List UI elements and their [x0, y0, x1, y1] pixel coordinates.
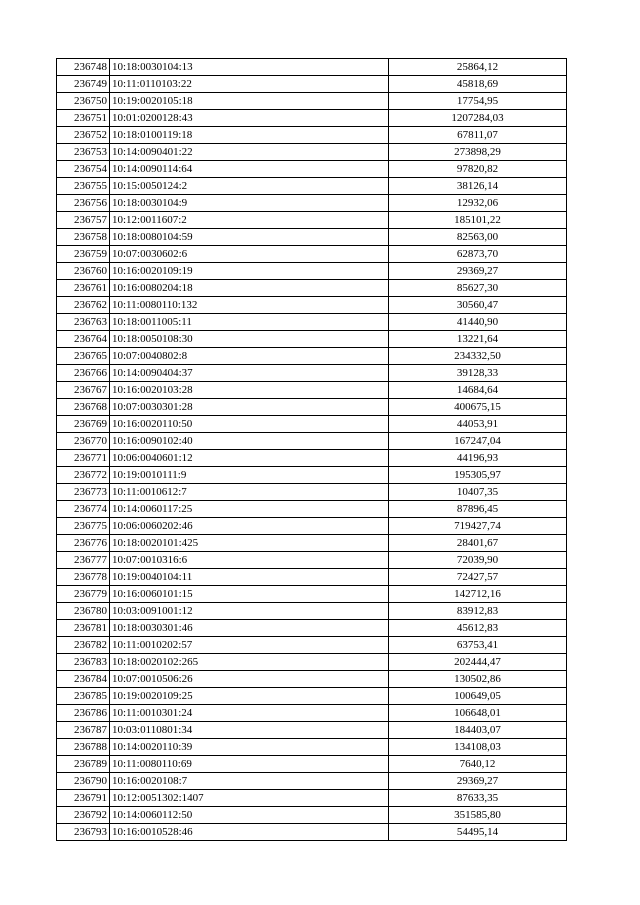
cadastral-code-cell: 10:14:0090404:37 [110, 365, 389, 382]
amount-cell: 167247,04 [389, 433, 567, 450]
cadastral-code-cell: 10:18:0030301:46 [110, 620, 389, 637]
amount-cell: 54495,14 [389, 824, 567, 841]
amount-cell: 29369,27 [389, 773, 567, 790]
table-row [57, 552, 567, 569]
amount-cell: 12932,06 [389, 195, 567, 212]
record-id-cell: 236763 [57, 314, 110, 331]
amount-cell: 63753,41 [389, 637, 567, 654]
table-row [57, 161, 567, 178]
amount-cell: 25864,12 [389, 59, 567, 76]
records-table-body [57, 59, 567, 841]
amount-cell: 87896,45 [389, 501, 567, 518]
record-id-cell: 236764 [57, 331, 110, 348]
amount-cell: 29369,27 [389, 263, 567, 280]
table-row [57, 93, 567, 110]
table-row [57, 484, 567, 501]
table-row [57, 654, 567, 671]
cadastral-code-cell: 10:03:0110801:34 [110, 722, 389, 739]
table-row [57, 433, 567, 450]
amount-cell: 72039,90 [389, 552, 567, 569]
cadastral-code-cell: 10:11:0080110:69 [110, 756, 389, 773]
record-id-cell: 236773 [57, 484, 110, 501]
table-row [57, 178, 567, 195]
amount-cell: 351585,80 [389, 807, 567, 824]
record-id-cell: 236789 [57, 756, 110, 773]
amount-cell: 67811,07 [389, 127, 567, 144]
record-id-cell: 236748 [57, 59, 110, 76]
table-row [57, 705, 567, 722]
records-table [56, 58, 567, 841]
table-row [57, 467, 567, 484]
amount-cell: 100649,05 [389, 688, 567, 705]
table-row [57, 348, 567, 365]
table-row [57, 586, 567, 603]
table-row [57, 212, 567, 229]
record-id-cell: 236775 [57, 518, 110, 535]
record-id-cell: 236767 [57, 382, 110, 399]
table-row [57, 382, 567, 399]
record-id-cell: 236778 [57, 569, 110, 586]
record-id-cell: 236757 [57, 212, 110, 229]
cadastral-code-cell: 10:18:0020101:425 [110, 535, 389, 552]
table-row [57, 671, 567, 688]
cadastral-code-cell: 10:11:0010612:7 [110, 484, 389, 501]
cadastral-code-cell: 10:07:0010316:6 [110, 552, 389, 569]
record-id-cell: 236765 [57, 348, 110, 365]
amount-cell: 45612,83 [389, 620, 567, 637]
table-row [57, 280, 567, 297]
record-id-cell: 236783 [57, 654, 110, 671]
cadastral-code-cell: 10:19:0020105:18 [110, 93, 389, 110]
amount-cell: 13221,64 [389, 331, 567, 348]
record-id-cell: 236750 [57, 93, 110, 110]
amount-cell: 28401,67 [389, 535, 567, 552]
cadastral-code-cell: 10:14:0090401:22 [110, 144, 389, 161]
cadastral-code-cell: 10:18:0080104:59 [110, 229, 389, 246]
table-row [57, 450, 567, 467]
table-row [57, 229, 567, 246]
cadastral-code-cell: 10:01:0200128:43 [110, 110, 389, 127]
amount-cell: 400675,15 [389, 399, 567, 416]
cadastral-code-cell: 10:18:0030104:13 [110, 59, 389, 76]
record-id-cell: 236777 [57, 552, 110, 569]
table-row [57, 297, 567, 314]
table-row [57, 399, 567, 416]
cadastral-code-cell: 10:14:0060112:50 [110, 807, 389, 824]
record-id-cell: 236787 [57, 722, 110, 739]
record-id-cell: 236758 [57, 229, 110, 246]
cadastral-code-cell: 10:12:0051302:1407 [110, 790, 389, 807]
table-row [57, 773, 567, 790]
amount-cell: 184403,07 [389, 722, 567, 739]
cadastral-code-cell: 10:16:0020108:7 [110, 773, 389, 790]
amount-cell: 106648,01 [389, 705, 567, 722]
table-row [57, 263, 567, 280]
record-id-cell: 236772 [57, 467, 110, 484]
cadastral-code-cell: 10:07:0030602:6 [110, 246, 389, 263]
cadastral-code-cell: 10:03:0091001:12 [110, 603, 389, 620]
record-id-cell: 236782 [57, 637, 110, 654]
table-row [57, 807, 567, 824]
cadastral-code-cell: 10:18:0011005:11 [110, 314, 389, 331]
record-id-cell: 236766 [57, 365, 110, 382]
record-id-cell: 236756 [57, 195, 110, 212]
record-id-cell: 236793 [57, 824, 110, 841]
cadastral-code-cell: 10:11:0080110:132 [110, 297, 389, 314]
table-row [57, 637, 567, 654]
table-row [57, 110, 567, 127]
table-row [57, 127, 567, 144]
record-id-cell: 236785 [57, 688, 110, 705]
record-id-cell: 236754 [57, 161, 110, 178]
amount-cell: 83912,83 [389, 603, 567, 620]
record-id-cell: 236759 [57, 246, 110, 263]
record-id-cell: 236781 [57, 620, 110, 637]
amount-cell: 44196,93 [389, 450, 567, 467]
cadastral-code-cell: 10:16:0090102:40 [110, 433, 389, 450]
amount-cell: 7640,12 [389, 756, 567, 773]
table-row [57, 824, 567, 841]
record-id-cell: 236768 [57, 399, 110, 416]
table-row [57, 518, 567, 535]
cadastral-code-cell: 10:19:0020109:25 [110, 688, 389, 705]
record-id-cell: 236779 [57, 586, 110, 603]
record-id-cell: 236786 [57, 705, 110, 722]
cadastral-code-cell: 10:07:0010506:26 [110, 671, 389, 688]
amount-cell: 195305,97 [389, 467, 567, 484]
cadastral-code-cell: 10:16:0020109:19 [110, 263, 389, 280]
cadastral-code-cell: 10:18:0100119:18 [110, 127, 389, 144]
amount-cell: 234332,50 [389, 348, 567, 365]
table-row [57, 535, 567, 552]
table-row [57, 195, 567, 212]
table-row [57, 76, 567, 93]
cadastral-code-cell: 10:16:0010528:46 [110, 824, 389, 841]
record-id-cell: 236753 [57, 144, 110, 161]
record-id-cell: 236788 [57, 739, 110, 756]
record-id-cell: 236774 [57, 501, 110, 518]
amount-cell: 62873,70 [389, 246, 567, 263]
cadastral-code-cell: 10:07:0040802:8 [110, 348, 389, 365]
amount-cell: 185101,22 [389, 212, 567, 229]
table-row [57, 603, 567, 620]
table-row [57, 620, 567, 637]
table-row [57, 756, 567, 773]
cadastral-code-cell: 10:12:0011607:2 [110, 212, 389, 229]
cadastral-code-cell: 10:14:0090114:64 [110, 161, 389, 178]
record-id-cell: 236770 [57, 433, 110, 450]
record-id-cell: 236762 [57, 297, 110, 314]
table-row [57, 144, 567, 161]
record-id-cell: 236791 [57, 790, 110, 807]
cadastral-code-cell: 10:16:0060101:15 [110, 586, 389, 603]
amount-cell: 85627,30 [389, 280, 567, 297]
cadastral-code-cell: 10:14:0060117:25 [110, 501, 389, 518]
cadastral-code-cell: 10:07:0030301:28 [110, 399, 389, 416]
table-row [57, 416, 567, 433]
cadastral-code-cell: 10:19:0010111:9 [110, 467, 389, 484]
record-id-cell: 236751 [57, 110, 110, 127]
table-row [57, 739, 567, 756]
cadastral-code-cell: 10:18:0030104:9 [110, 195, 389, 212]
amount-cell: 97820,82 [389, 161, 567, 178]
cadastral-code-cell: 10:11:0110103:22 [110, 76, 389, 93]
record-id-cell: 236792 [57, 807, 110, 824]
table-row [57, 790, 567, 807]
table-row [57, 569, 567, 586]
amount-cell: 202444,47 [389, 654, 567, 671]
amount-cell: 45818,69 [389, 76, 567, 93]
cadastral-code-cell: 10:11:0010301:24 [110, 705, 389, 722]
cadastral-code-cell: 10:16:0080204:18 [110, 280, 389, 297]
cadastral-code-cell: 10:19:0040104:11 [110, 569, 389, 586]
table-row [57, 688, 567, 705]
record-id-cell: 236761 [57, 280, 110, 297]
amount-cell: 273898,29 [389, 144, 567, 161]
amount-cell: 72427,57 [389, 569, 567, 586]
record-id-cell: 236771 [57, 450, 110, 467]
record-id-cell: 236755 [57, 178, 110, 195]
cadastral-code-cell: 10:16:0020110:50 [110, 416, 389, 433]
amount-cell: 30560,47 [389, 297, 567, 314]
record-id-cell: 236776 [57, 535, 110, 552]
amount-cell: 14684,64 [389, 382, 567, 399]
table-row [57, 314, 567, 331]
amount-cell: 1207284,03 [389, 110, 567, 127]
table-row [57, 501, 567, 518]
cadastral-code-cell: 10:18:0050108:30 [110, 331, 389, 348]
cadastral-code-cell: 10:11:0010202:57 [110, 637, 389, 654]
record-id-cell: 236749 [57, 76, 110, 93]
amount-cell: 719427,74 [389, 518, 567, 535]
cadastral-code-cell: 10:16:0020103:28 [110, 382, 389, 399]
amount-cell: 134108,03 [389, 739, 567, 756]
record-id-cell: 236790 [57, 773, 110, 790]
record-id-cell: 236752 [57, 127, 110, 144]
amount-cell: 17754,95 [389, 93, 567, 110]
amount-cell: 130502,86 [389, 671, 567, 688]
cadastral-code-cell: 10:15:0050124:2 [110, 178, 389, 195]
amount-cell: 82563,00 [389, 229, 567, 246]
table-row [57, 331, 567, 348]
record-id-cell: 236760 [57, 263, 110, 280]
amount-cell: 41440,90 [389, 314, 567, 331]
table-row [57, 722, 567, 739]
cadastral-code-cell: 10:18:0020102:265 [110, 654, 389, 671]
table-row [57, 59, 567, 76]
table-row [57, 365, 567, 382]
amount-cell: 38126,14 [389, 178, 567, 195]
amount-cell: 142712,16 [389, 586, 567, 603]
amount-cell: 39128,33 [389, 365, 567, 382]
record-id-cell: 236780 [57, 603, 110, 620]
record-id-cell: 236784 [57, 671, 110, 688]
amount-cell: 44053,91 [389, 416, 567, 433]
amount-cell: 87633,35 [389, 790, 567, 807]
cadastral-code-cell: 10:06:0060202:46 [110, 518, 389, 535]
table-row [57, 246, 567, 263]
record-id-cell: 236769 [57, 416, 110, 433]
cadastral-code-cell: 10:06:0040601:12 [110, 450, 389, 467]
cadastral-code-cell: 10:14:0020110:39 [110, 739, 389, 756]
amount-cell: 10407,35 [389, 484, 567, 501]
